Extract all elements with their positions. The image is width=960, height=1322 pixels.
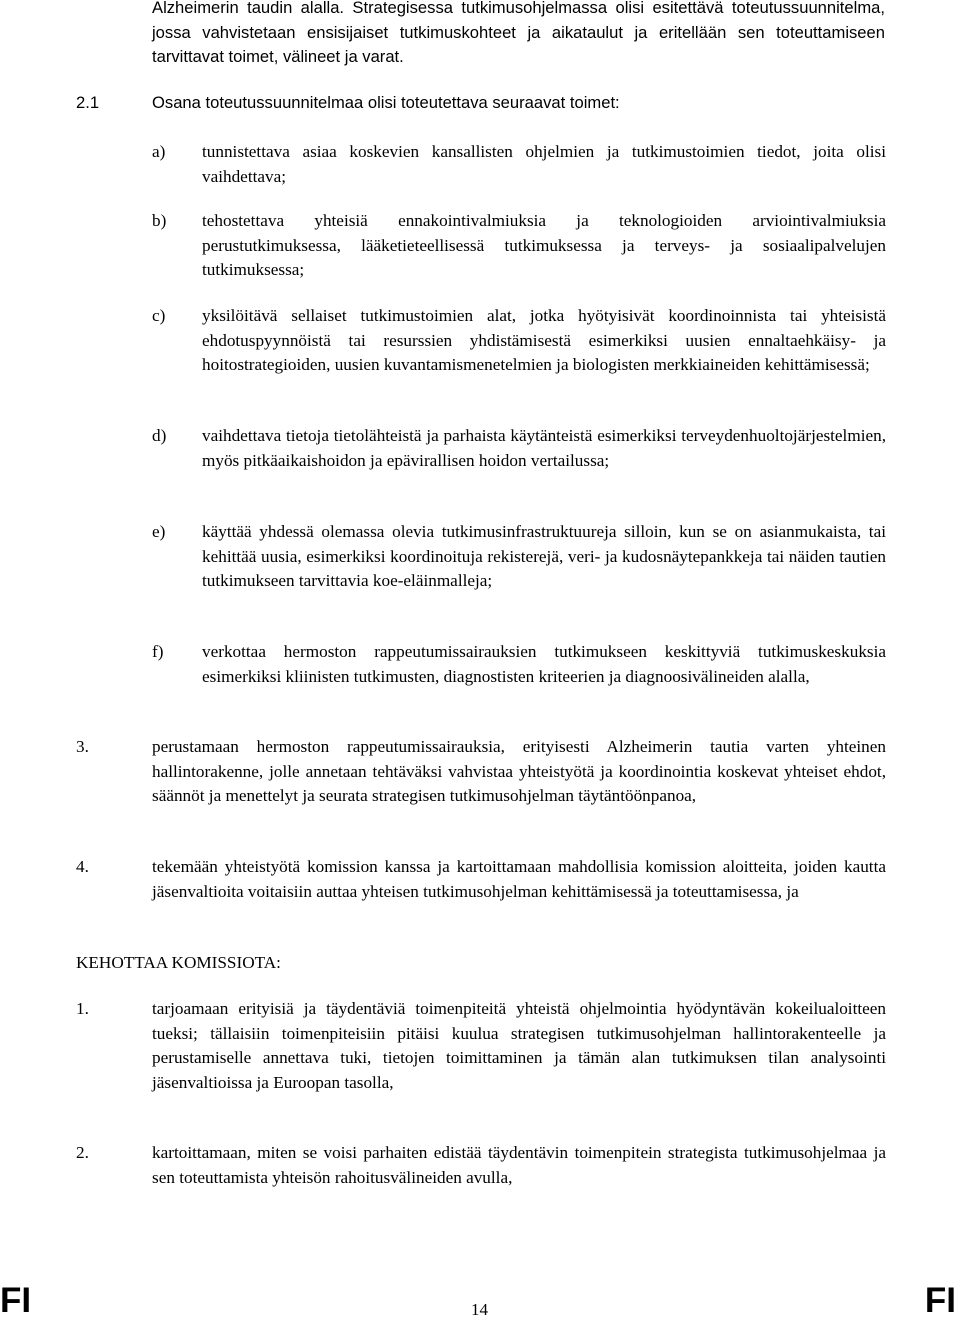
footer-language-right: FI <box>924 1281 956 1320</box>
subitem-text: yksilöitävä sellaiset tutkimustoimien alat, jotka hyötyisivät koordinoinnista tai yhteisistä ehdotuspyynnöistä tai resurssien yhdistämisestä esimerkiksi uusien ennaltaehkäisy- ja hoitostrategioiden, uusien kuvantamismenetelmien ja biologisten merkkiaineiden kehittämisessä; <box>202 306 886 375</box>
subitem-text: tehostettava yhteisiä ennakointivalmiuksia ja teknologioiden arviointivalmiuksia perustutkimuksessa, lääketieteellisessä tutkimuksessa ja terveys- ja sosiaalipalvelujen tutkimuksessa; <box>202 211 886 280</box>
item-text: tekemään yhteistyötä komission kanssa ja kartoittamaan mahdollisia komission aloitteita, joiden kautta jäsenvaltioita voitaisiin auttaa yhteisen tutkimusohjelman kehittämisessä ja toteuttamisessa, ja <box>152 857 886 901</box>
subitem-label: b) <box>152 211 167 230</box>
subitem-text: tunnistettava asiaa koskevien kansallisten ohjelmien ja tutkimustoimien tiedot, joita olisi vaihdettava; <box>202 142 886 186</box>
item-text: tarjoamaan erityisiä ja täydentäviä toimenpiteitä yhteistä ohjelmointia hyödyntävän kokeilualoitteen tueksi; tällaisiin toimenpiteisiin pitäisi kuulua strategisen tutkimusohjelman hallintorakenteelle ja perustamiselle annettava tuki, tietojen toimittaminen ja tämän alan tutkimuksen tilan analysointi jäsenvaltioissa ja Euroopan tasolla, <box>152 999 886 1092</box>
item-text: kartoittamaan, miten se voisi parhaiten edistää täydentävin toimenpitein strategista tutkimusohjelmaa ja sen toteuttamista yhteisön rahoitusvälineiden avulla, <box>152 1143 886 1187</box>
subitem-label: d) <box>152 426 167 445</box>
section-number: 2.1 <box>76 93 100 112</box>
page-number: 14 <box>471 1300 488 1319</box>
footer-language-left: FI <box>0 1281 32 1320</box>
subitem-text: verkottaa hermoston rappeutumissairauksien tutkimukseen keskittyviä tutkimuskeskuksia esimerkiksi kliinisten tutkimusten, diagnostisten kriteerien ja diagnoosivälineiden alalla, <box>202 642 886 686</box>
subitem-label: c) <box>152 306 166 325</box>
subitem-label: e) <box>152 522 166 541</box>
subitem-text: vaihdettava tietoja tietolähteistä ja parhaista käytänteistä esimerkiksi terveydenhuoltojärjestelmien, myös pitkäaikaishoidon ja epävirallisen hoidon vertailussa; <box>202 426 886 470</box>
subitem-label: a) <box>152 142 166 161</box>
subitem-text: käyttää yhdessä olemassa olevia tutkimusinfrastruktuureja silloin, kun se on asianmukaista, tai kehittää uusia, esimerkiksi koordinoituja rekisterejä, veri- ja kudosnäytepankkeja tai näiden tautien tutkimukseen tarvittavia koe-eläinmalleja; <box>202 522 886 591</box>
section-text: Osana toteutussuunnitelmaa olisi toteutettava seuraavat toimet: <box>152 93 620 112</box>
item-number: 2. <box>76 1143 89 1162</box>
commission-heading: KEHOTTAA KOMISSIOTA: <box>76 953 281 972</box>
intro-paragraph: Alzheimerin taudin alalla. Strategisessa tutkimusohjelmassa olisi esitettävä toteutussuunnitelma, jossa vahvistetaan ensisijaiset tutkimuskohteet ja aikataulut ja eritellään sen toteuttamiseen tarvittavat toimet, välineet ja varat. <box>152 0 885 67</box>
item-number: 4. <box>76 857 89 876</box>
item-text: perustamaan hermoston rappeutumissairauksia, erityisesti Alzheimerin tautia varten yhteinen hallintorakenne, jolle annetaan tehtäväksi vahvistaa yhteistyötä ja koordinointia koskevat yhteiset ehdot, säännöt ja menettelyt ja seurata strategisen tutkimusohjelman täytäntöönpanoa, <box>152 737 886 806</box>
item-number: 3. <box>76 737 89 756</box>
subitem-label: f) <box>152 642 164 661</box>
item-number: 1. <box>76 999 89 1018</box>
